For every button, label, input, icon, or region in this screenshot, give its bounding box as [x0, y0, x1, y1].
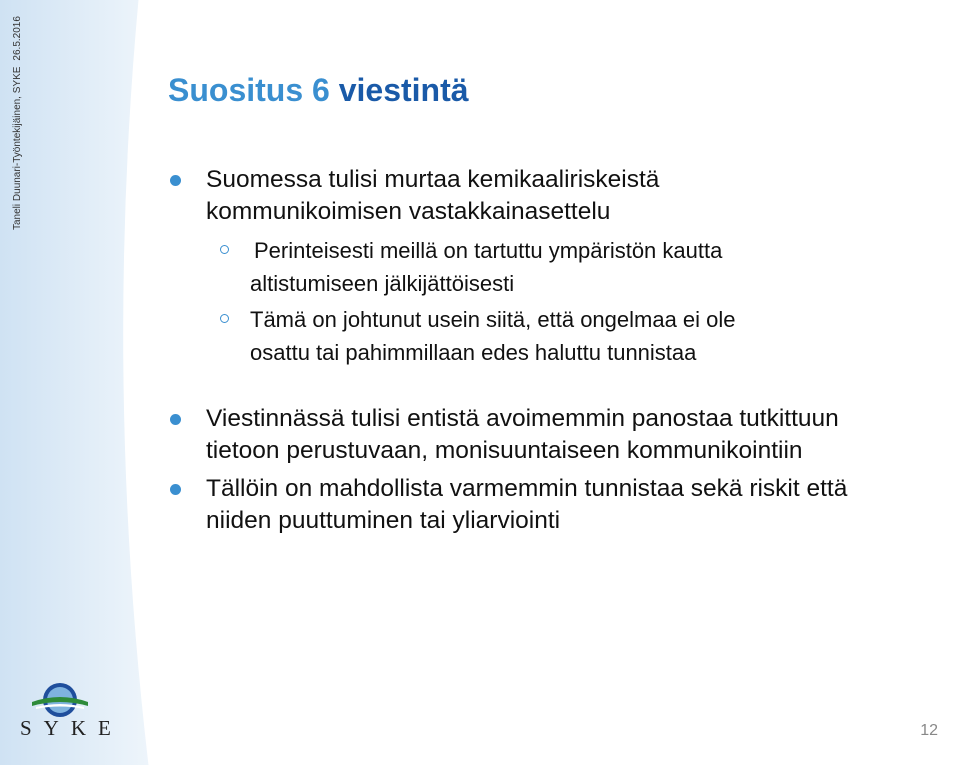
bullet-1: [168, 164, 948, 228]
sub-bullet-2-line-1: Tämä on johtunut usein siitä, että ongelmaa ei ole: [250, 307, 736, 332]
bullet-3: [168, 473, 948, 537]
slide-title: [168, 72, 469, 109]
bullet-2-line-2: tietoon perustuvaan, monisuuntaiseen kommunikointiin: [206, 437, 803, 464]
slide-title-part1: Suositus 6: [168, 72, 330, 108]
sub-bullet-1-line-1: Perinteisesti meillä on tartuttu ympäristön kautta: [254, 238, 723, 263]
sub-bullet-ring-icon: [220, 245, 229, 254]
slide-title-part2: viestintä: [338, 72, 469, 108]
sub-bullet-2-line-2: osattu tai pahimmillaan edes haluttu tunnistaa: [250, 340, 697, 365]
logo-text: SYKE: [20, 716, 123, 740]
side-label-date: 26.5.2016: [12, 16, 23, 61]
bullet-dot-icon: [170, 484, 181, 495]
bullet-dot-icon: [170, 175, 181, 186]
sub-bullet-1-line-2: altistumiseen jälkijättöisesti: [250, 271, 515, 296]
sub-bullet-2: [168, 303, 948, 369]
slide-content: [168, 164, 948, 537]
side-label: [12, 16, 23, 230]
page-number: 12: [920, 722, 938, 739]
side-label-author: Taneli Duunari-Työntekijäinen, SYKE: [12, 66, 23, 230]
side-decoration: [0, 0, 170, 765]
bullet-1-line-2: kommunikoimisen vastakkainasettelu: [206, 198, 611, 225]
bullet-2-line-1: Viestinnässä tulisi entistä avoimemmin panostaa tutkittuun: [206, 405, 839, 432]
bullet-2: [168, 403, 948, 467]
sub-bullet-1: [168, 234, 948, 300]
bullet-1-line-1: Suomessa tulisi murtaa kemikaaliriskeistä: [206, 166, 660, 193]
bullet-dot-icon: [170, 414, 181, 425]
sub-bullet-ring-icon: [220, 314, 229, 323]
bullet-3-line-1: Tällöin on mahdollista varmemmin tunnistaa sekä riskit että: [206, 475, 848, 502]
bullet-3-line-2: niiden puuttuminen tai yliarviointi: [206, 507, 561, 534]
